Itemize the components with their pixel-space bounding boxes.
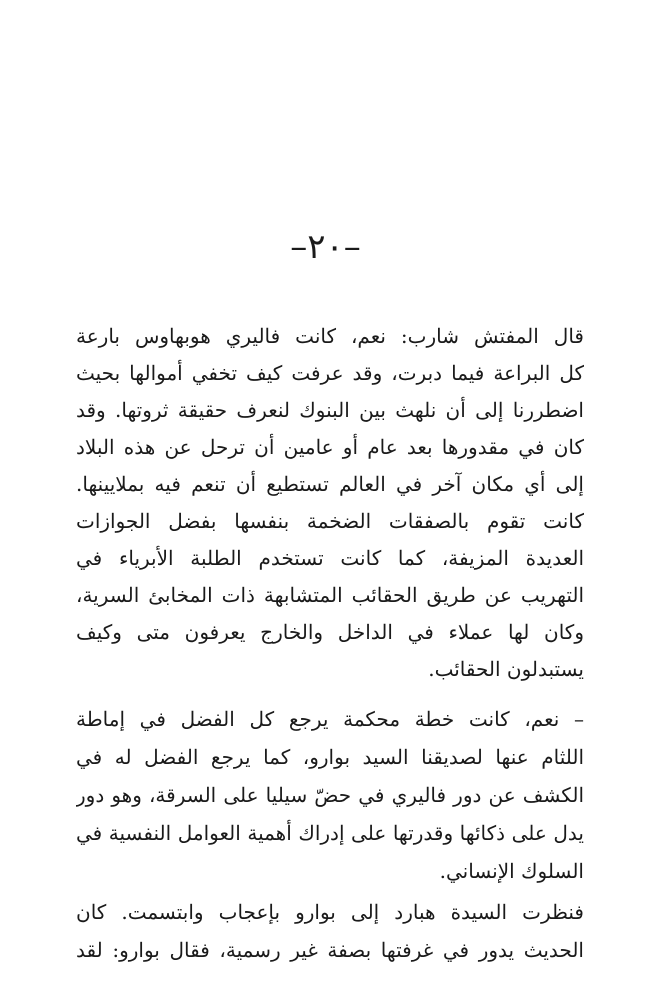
text-line: قال المفتش شارب: نعم، كانت فاليري هوبهاوس بارعة bbox=[76, 324, 584, 348]
text-line: يدل على ذكائها وقدرتها على إدراك أهمية العوامل النفسية في bbox=[76, 821, 584, 845]
text-line: كانت تقوم بالصفقات الضخمة بنفسها بفضل الجوازات bbox=[76, 509, 584, 533]
text-line: الحديث يدور في غرفتها بصفة غير رسمية، فقال بوارو: لقد bbox=[76, 938, 584, 962]
text-line: اللثام عنها لصديقنا السيد بوارو، كما يرجع الفضل له في bbox=[76, 745, 584, 769]
chapter-number-heading: –٢٠– bbox=[290, 227, 361, 267]
text-line: وكان لها عملاء في الداخل والخارج يعرفون متى وكيف bbox=[76, 620, 584, 644]
text-line: السلوك الإنساني. bbox=[439, 859, 584, 883]
paragraph-inspector-sharp bbox=[76, 318, 584, 688]
text-line: الكشف عن دور فاليري في حضّ سيليا على السرقة، وهو دور bbox=[76, 783, 584, 807]
text-line: يستبدلون الحقائب. bbox=[428, 657, 584, 681]
text-line: كان في مقدورها بعد عام أو عامين أن ترحل عن هذه البلاد bbox=[76, 435, 584, 459]
text-line: اضطررنا إلى أن نلهث بين البنوك لنعرف حقيقة ثروتها. وقد bbox=[76, 398, 584, 422]
text-line: العديدة المزيفة، كما كانت تستخدم الطلبة الأبرياء في bbox=[76, 546, 584, 570]
text-line: التهريب عن طريق الحقائب المتشابهة ذات المخابئ السرية، bbox=[76, 583, 584, 607]
paragraph-dialogue-plan bbox=[76, 700, 584, 890]
text-line: كل البراعة فيما دبرت، وقد عرفت كيف تخفي أموالها بحيث bbox=[76, 361, 584, 385]
paragraph-mrs-hubbard bbox=[76, 893, 584, 969]
text-line: إلى أي مكان آخر في العالم تستطيع أن تنعم فيه بملايينها. bbox=[76, 472, 584, 496]
text-line: فنظرت السيدة هبارد إلى بوارو بإعجاب وابتسمت. كان bbox=[76, 900, 584, 924]
text-line: – نعم، كانت خطة محكمة يرجع كل الفضل في إماطة bbox=[76, 707, 584, 731]
